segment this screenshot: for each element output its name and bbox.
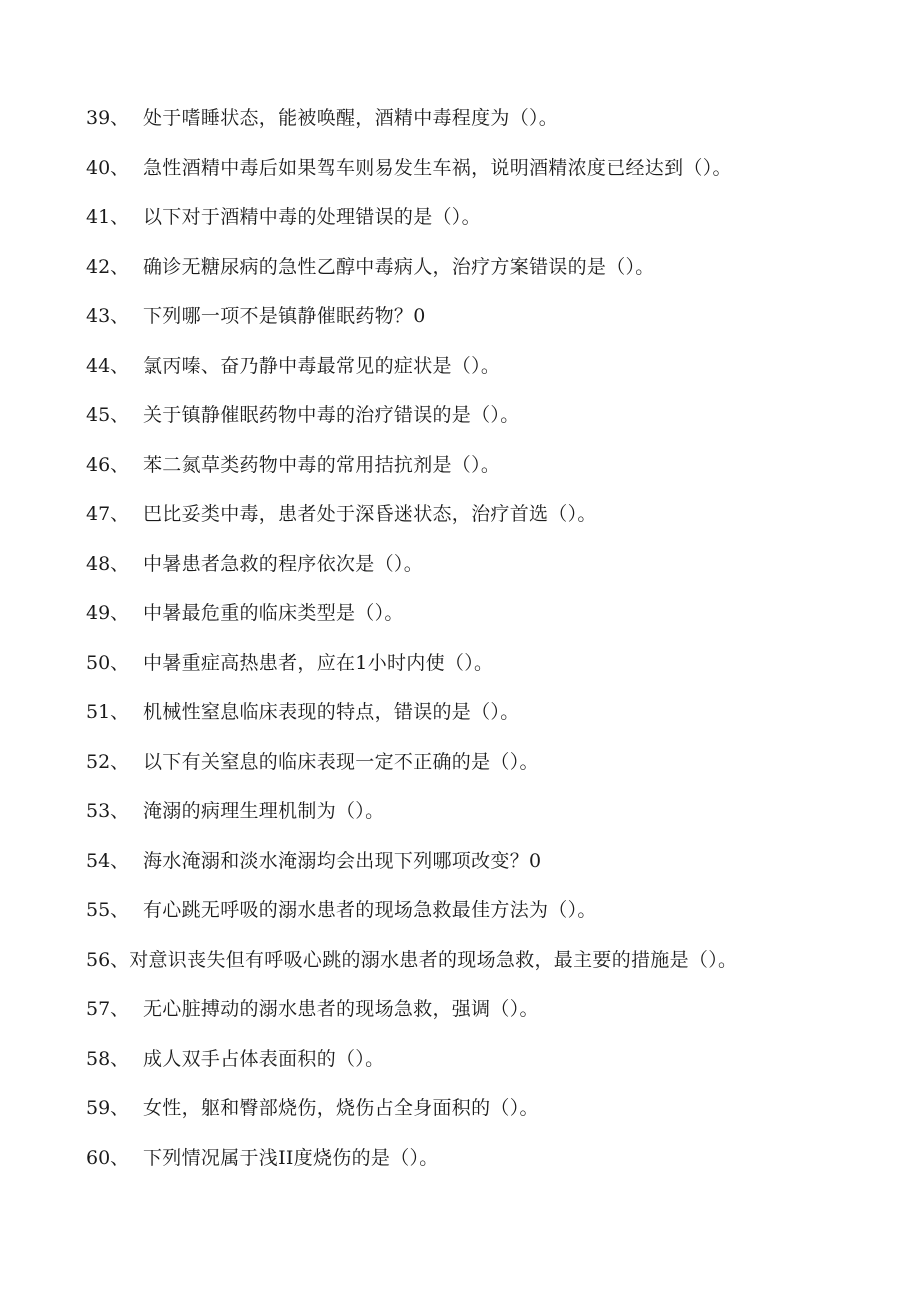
question-number: 48、	[86, 552, 130, 575]
question-text: 海水淹溺和淡水淹溺均会出现下列哪项改变？0	[143, 849, 542, 872]
question-item	[86, 1044, 906, 1094]
question-item	[86, 1143, 906, 1193]
question-number: 49、	[86, 602, 130, 624]
question-item	[86, 994, 906, 1044]
question-item	[86, 351, 906, 401]
question-item	[86, 103, 906, 153]
question-text: 淹溺的病理生理机制为（）。	[143, 800, 385, 822]
question-text: 机械性窒息临床表现的特点，错误的是（）。	[143, 701, 520, 723]
question-item	[86, 400, 906, 450]
question-number: 52、	[86, 750, 130, 773]
question-text: 巴比妥类中毒，患者处于深昏迷状态，治疗首选（）。	[143, 503, 597, 525]
question-text: 以下有关窒息的临床表现一定不正确的是（）。	[143, 750, 539, 773]
question-number: 57、	[86, 998, 130, 1020]
question-number: 59、	[86, 1097, 130, 1119]
question-text: 中暑重症高热患者，应在1小时内使（）。	[143, 651, 494, 674]
question-number: 46、	[86, 453, 130, 476]
question-number: 50、	[86, 651, 130, 674]
question-text: 中暑最危重的临床类型是（）。	[143, 602, 404, 624]
question-item	[86, 945, 906, 995]
question-text: 苯二氮草类药物中毒的常用拮抗剂是（）。	[143, 453, 501, 476]
question-text: 下列哪一项不是镇静催眠药物？0	[143, 305, 426, 327]
question-item	[86, 747, 906, 797]
question-item	[86, 153, 906, 203]
question-number: 53、	[86, 800, 130, 822]
question-text: 关于镇静催眠药物中毒的治疗错误的是（）。	[143, 404, 520, 426]
question-number: 43、	[86, 305, 130, 327]
question-text: 成人双手占体表面积的（）。	[143, 1047, 385, 1070]
question-number: 39、	[86, 107, 130, 129]
question-text: 以下对于酒精中毒的处理错误的是（）。	[143, 206, 481, 228]
question-text: 氯丙嗪、奋乃静中毒最常见的症状是（）。	[143, 354, 501, 377]
question-text: 无心脏搏动的溺水患者的现场急救，强调（）。	[143, 998, 539, 1020]
question-item	[86, 796, 906, 846]
question-text: 处于嗜睡状态，能被唤醒，酒精中毒程度为（）。	[143, 107, 559, 129]
question-item	[86, 895, 906, 945]
question-number: 47、	[86, 503, 130, 525]
question-text: 急性酒精中毒后如果驾车则易发生车祸，说明酒精浓度已经达到（）。	[143, 156, 732, 179]
question-number: 54、	[86, 849, 130, 872]
question-text: 中暑患者急救的程序依次是（）。	[143, 552, 424, 575]
question-number: 42、	[86, 255, 130, 278]
question-item	[86, 549, 906, 599]
question-number: 40、	[86, 156, 130, 179]
question-item	[86, 450, 906, 500]
question-number: 41、	[86, 206, 130, 228]
question-item	[86, 252, 906, 302]
question-number: 51、	[86, 701, 130, 723]
question-item	[86, 648, 906, 698]
question-number: 44、	[86, 354, 130, 377]
question-text: 确诊无糖尿病的急性乙醇中毒病人，治疗方案错误的是（）。	[143, 255, 655, 278]
question-item	[86, 598, 906, 648]
question-item	[86, 1093, 906, 1143]
question-item	[86, 301, 906, 351]
question-number: 45、	[86, 404, 130, 426]
question-number: 58、	[86, 1047, 130, 1070]
question-text: 下列情况属于浅II度烧伤的是（）。	[143, 1146, 439, 1169]
question-text: 对意识丧失但有呼吸心跳的溺水患者的现场急救，最主要的措施是（）。	[129, 948, 738, 971]
question-text: 有心跳无呼吸的溺水患者的现场急救最佳方法为（）。	[143, 899, 597, 921]
question-item	[86, 202, 906, 252]
question-item	[86, 499, 906, 549]
question-list	[86, 103, 906, 1192]
question-number: 56、	[86, 948, 130, 971]
question-item	[86, 697, 906, 747]
question-number: 55、	[86, 899, 130, 921]
question-text: 女性，躯和臀部烧伤，烧伤占全身面积的（）。	[143, 1097, 539, 1119]
question-item	[86, 846, 906, 896]
question-number: 60、	[86, 1146, 130, 1169]
